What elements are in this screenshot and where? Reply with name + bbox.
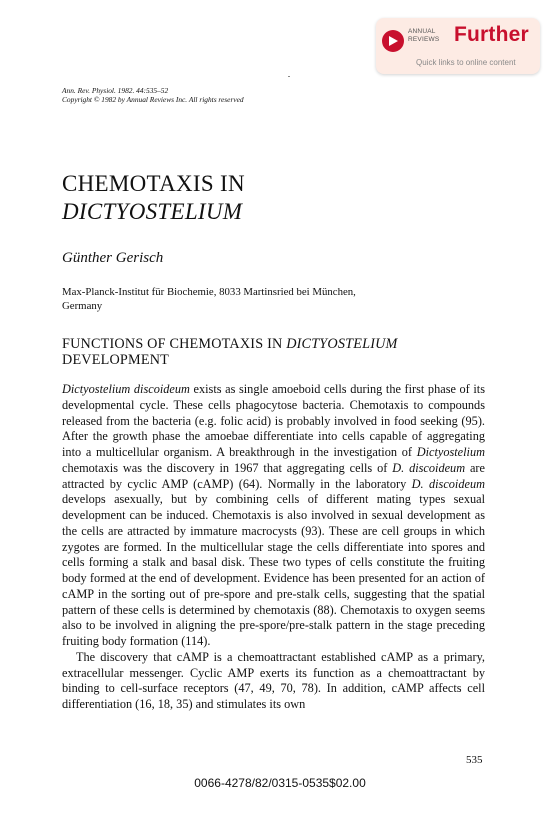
p1-text-1: exists as single amoeboid cells during the first phase of its developmental cycle. These cells phagocytose bacteria. Chemotaxis to compounds released from the bacteria (e.g. folic acid) is probably involved in food seeking (95). After the growth phase the amoebae differentiate into cells capable of aggregating into a multicellular organism. A breakthrough in the investigation of bbox=[62, 382, 486, 459]
journal-citation: Ann. Rev. Physiol. 1982. 44:535–52 bbox=[62, 86, 169, 95]
logo-line-reviews: REVIEWS bbox=[408, 35, 440, 43]
affiliation-line-2: Germany bbox=[62, 300, 103, 312]
section-heading-italic: DICTYOSTELIUM bbox=[286, 336, 398, 352]
p1-italic-1: Dictyostelium discoideum bbox=[62, 382, 190, 396]
annual-reviews-logo-icon bbox=[382, 30, 404, 52]
copyright-notice: Copyright © 1982 by Annual Reviews Inc. All rights reserved bbox=[62, 95, 244, 104]
p1-text-2: chemotaxis was the discovery in 1967 that aggregating cells of bbox=[62, 460, 393, 475]
further-label[interactable]: Further bbox=[454, 23, 529, 46]
section-heading bbox=[62, 336, 502, 368]
p1-italic-4: D. discoideum bbox=[411, 476, 485, 491]
p1-italic-2: Dictyostelium bbox=[416, 445, 485, 459]
author-name: Günther Gerisch bbox=[62, 250, 164, 266]
title-line-1: CHEMOTAXIS IN bbox=[62, 171, 245, 196]
author-affiliation bbox=[62, 285, 462, 313]
section-heading-prefix: FUNCTIONS OF CHEMOTAXIS IN bbox=[62, 336, 287, 352]
p1-italic-3: D. discoideum bbox=[392, 460, 466, 475]
journal-citation-block bbox=[62, 86, 244, 104]
page-number: 535 bbox=[466, 754, 483, 766]
logo-line-annual: ANNUAL bbox=[408, 28, 436, 35]
further-banner[interactable] bbox=[376, 18, 540, 74]
p1-text-3: are attracted by cyclic AMP (cAMP) (64). Normally in the laboratory bbox=[62, 460, 485, 491]
title-line-2: DICTYOSTELIUM bbox=[62, 199, 243, 224]
article-body bbox=[62, 382, 485, 713]
further-subtitle[interactable]: Quick links to online content bbox=[416, 58, 516, 67]
paragraph-1 bbox=[62, 382, 485, 650]
affiliation-line-1: Max-Planck-Institut für Biochemie, 8033 Martinsried bei München, bbox=[62, 286, 356, 298]
p1-text-4: develops asexually, but by combining cells of different mating types sexual development can be induced. Chemotaxis is also involved in sexual development as the cells are attracted by immature macrocysts (93). These are cell groups in which zygotes are formed. In the multicellular stage the cells differentiate into spores and cells forming a stalk and basal disk. These two types of cells constitute the fruiting body formed at the end of development. Evidence has been presented for an action of cAMP in the sorting out of pre-spore and pre-stalk cells, suggesting that the spatial pattern of these cells is determined by chemotaxis (88). Chemotaxis to oxygen seems also to be involved in aligning the pre-spore/pre-stalk pattern in the stage preceding fruiting body formation (114). bbox=[62, 492, 485, 648]
price-code: 0066-4278/82/0315-0535$02.00 bbox=[194, 776, 366, 790]
annual-reviews-wordmark bbox=[408, 28, 439, 43]
section-heading-suffix: DEVELOPMENT bbox=[62, 352, 170, 368]
article-title bbox=[62, 170, 245, 226]
paragraph-2: The discovery that cAMP is a chemoattractant established cAMP as a primary, extracellular messenger. Cyclic AMP exerts its function as a chemoattractant by binding to cell-surface receptors (47, 49, 70, 78). In addition, cAMP affects cell differentiation (16, 18, 35) and stimulates its own bbox=[62, 649, 485, 711]
scan-speck bbox=[288, 76, 290, 77]
